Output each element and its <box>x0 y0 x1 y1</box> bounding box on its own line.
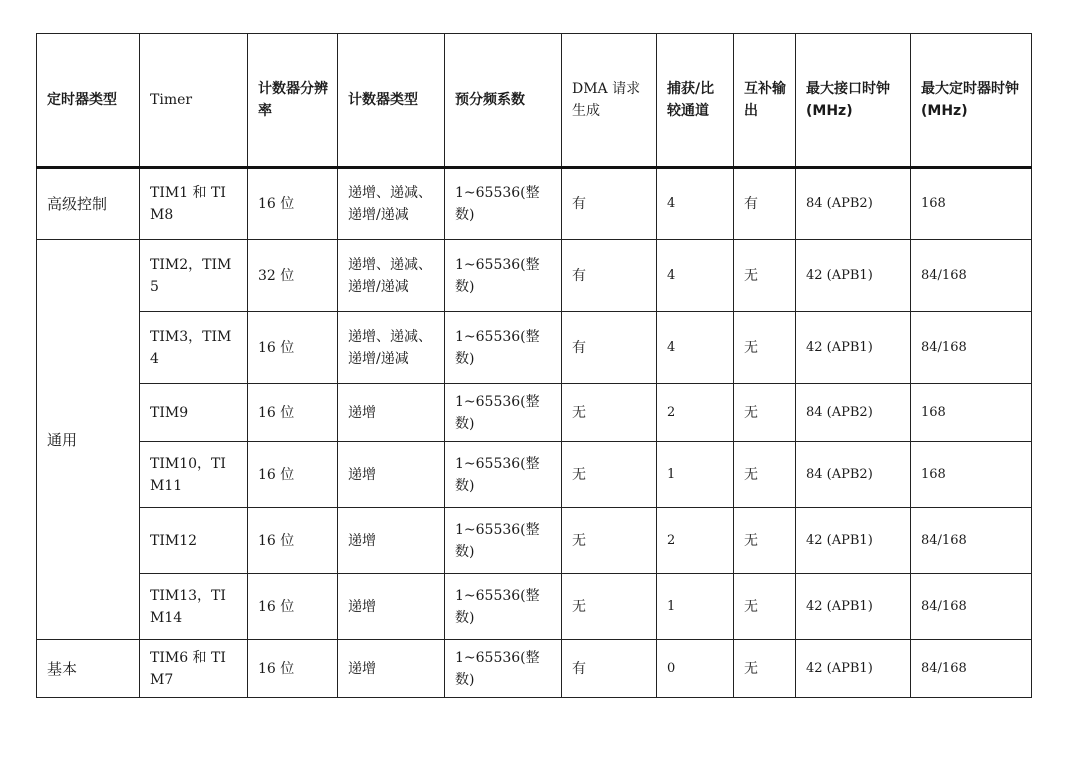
cell-complementary: 无 <box>734 508 796 574</box>
header-counter-resolution: 计数器分辨率 <box>248 34 338 168</box>
cell-dma: 无 <box>562 574 657 640</box>
cell-complementary: 无 <box>734 640 796 698</box>
cell-dma: 有 <box>562 240 657 312</box>
cell-prescaler: 1~65536(整数) <box>445 442 562 508</box>
cell-counter-type: 递增 <box>338 384 445 442</box>
cell-timer: TIM6 和 TIM7 <box>140 640 248 698</box>
cell-resolution: 16 位 <box>248 312 338 384</box>
cell-prescaler: 1~65536(整数) <box>445 574 562 640</box>
cell-interface-clock: 42 (APB1) <box>796 574 911 640</box>
header-max-interface-clock: 最大接口时钟(MHz) <box>796 34 911 168</box>
table-row <box>37 640 1032 698</box>
cell-prescaler: 1~65536(整数) <box>445 384 562 442</box>
cell-channels: 4 <box>657 168 734 240</box>
cell-timer: TIM10，TIM11 <box>140 442 248 508</box>
cell-channels: 2 <box>657 384 734 442</box>
cell-resolution: 16 位 <box>248 508 338 574</box>
cell-channels: 4 <box>657 240 734 312</box>
table-row <box>37 312 1032 384</box>
cell-timer: TIM13，TIM14 <box>140 574 248 640</box>
cell-timer: TIM1 和 TIM8 <box>140 168 248 240</box>
cell-timer: TIM12 <box>140 508 248 574</box>
cell-prescaler: 1~65536(整数) <box>445 168 562 240</box>
cell-resolution: 16 位 <box>248 168 338 240</box>
table-row <box>37 168 1032 240</box>
table-row <box>37 240 1032 312</box>
cell-timer: TIM3，TIM4 <box>140 312 248 384</box>
cell-timer-clock: 84/168 <box>911 508 1032 574</box>
table-row <box>37 442 1032 508</box>
group-general-purpose: 通用 <box>37 240 140 640</box>
cell-complementary: 无 <box>734 384 796 442</box>
cell-interface-clock: 42 (APB1) <box>796 240 911 312</box>
timer-comparison-table <box>36 33 1032 698</box>
cell-timer-clock: 84/168 <box>911 312 1032 384</box>
cell-counter-type: 递增、递减、递增/递减 <box>338 240 445 312</box>
cell-prescaler: 1~65536(整数) <box>445 508 562 574</box>
cell-channels: 2 <box>657 508 734 574</box>
cell-interface-clock: 42 (APB1) <box>796 508 911 574</box>
table-row <box>37 574 1032 640</box>
cell-dma: 有 <box>562 168 657 240</box>
header-row <box>37 34 1032 168</box>
cell-timer-clock: 84/168 <box>911 640 1032 698</box>
header-counter-type: 计数器类型 <box>338 34 445 168</box>
cell-complementary: 无 <box>734 240 796 312</box>
header-capture-compare-channels: 捕获/比较通道 <box>657 34 734 168</box>
cell-complementary: 无 <box>734 574 796 640</box>
cell-dma: 有 <box>562 312 657 384</box>
cell-channels: 4 <box>657 312 734 384</box>
cell-counter-type: 递增 <box>338 574 445 640</box>
cell-interface-clock: 84 (APB2) <box>796 384 911 442</box>
group-basic: 基本 <box>37 640 140 698</box>
cell-interface-clock: 84 (APB2) <box>796 168 911 240</box>
cell-timer-clock: 168 <box>911 384 1032 442</box>
cell-prescaler: 1~65536(整数) <box>445 640 562 698</box>
cell-counter-type: 递增 <box>338 508 445 574</box>
cell-resolution: 16 位 <box>248 384 338 442</box>
cell-complementary: 无 <box>734 442 796 508</box>
cell-interface-clock: 84 (APB2) <box>796 442 911 508</box>
cell-channels: 0 <box>657 640 734 698</box>
cell-counter-type: 递增、递减、递增/递减 <box>338 168 445 240</box>
cell-timer-clock: 168 <box>911 442 1032 508</box>
cell-channels: 1 <box>657 574 734 640</box>
header-prescaler: 预分频系数 <box>445 34 562 168</box>
cell-dma: 无 <box>562 442 657 508</box>
header-timer-type: 定时器类型 <box>37 34 140 168</box>
cell-dma: 有 <box>562 640 657 698</box>
cell-interface-clock: 42 (APB1) <box>796 312 911 384</box>
header-timer: Timer <box>140 34 248 168</box>
cell-resolution: 32 位 <box>248 240 338 312</box>
header-complementary-output: 互补输出 <box>734 34 796 168</box>
cell-complementary: 有 <box>734 168 796 240</box>
cell-prescaler: 1~65536(整数) <box>445 312 562 384</box>
cell-counter-type: 递增 <box>338 640 445 698</box>
cell-counter-type: 递增 <box>338 442 445 508</box>
cell-complementary: 无 <box>734 312 796 384</box>
header-dma-request: DMA 请求生成 <box>562 34 657 168</box>
cell-dma: 无 <box>562 508 657 574</box>
cell-resolution: 16 位 <box>248 574 338 640</box>
cell-resolution: 16 位 <box>248 640 338 698</box>
cell-channels: 1 <box>657 442 734 508</box>
group-advanced-control: 高级控制 <box>37 168 140 240</box>
cell-timer: TIM2，TIM5 <box>140 240 248 312</box>
cell-interface-clock: 42 (APB1) <box>796 640 911 698</box>
cell-dma: 无 <box>562 384 657 442</box>
cell-prescaler: 1~65536(整数) <box>445 240 562 312</box>
table-row <box>37 508 1032 574</box>
header-max-timer-clock: 最大定时器时钟(MHz) <box>911 34 1032 168</box>
cell-timer-clock: 84/168 <box>911 240 1032 312</box>
cell-resolution: 16 位 <box>248 442 338 508</box>
cell-counter-type: 递增、递减、递增/递减 <box>338 312 445 384</box>
cell-timer-clock: 84/168 <box>911 574 1032 640</box>
cell-timer-clock: 168 <box>911 168 1032 240</box>
table-row <box>37 384 1032 442</box>
cell-timer: TIM9 <box>140 384 248 442</box>
